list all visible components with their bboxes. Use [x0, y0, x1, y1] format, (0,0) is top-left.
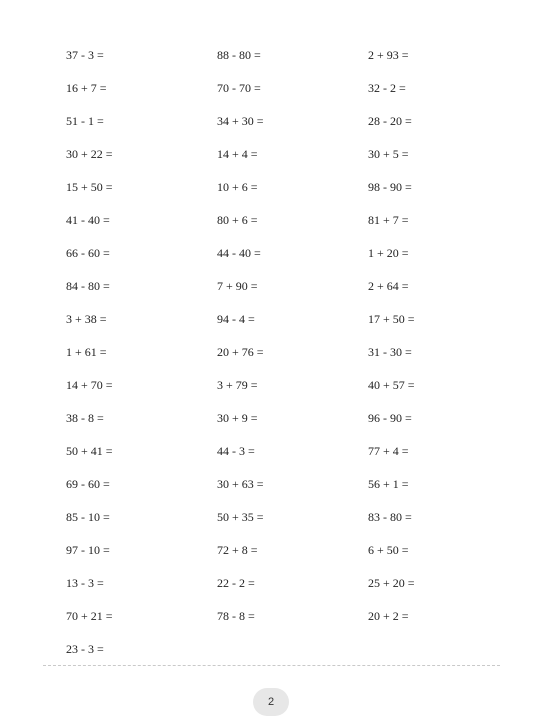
math-problem: 3 + 38 = — [66, 312, 107, 326]
math-problem: 85 - 10 = — [66, 510, 110, 524]
math-problem: 1 + 61 = — [66, 345, 107, 359]
math-problem: 41 - 40 = — [66, 213, 110, 227]
math-problem: 84 - 80 = — [66, 279, 110, 293]
math-problem: 34 + 30 = — [217, 114, 264, 128]
math-problem: 70 + 21 = — [66, 609, 113, 623]
math-problem: 17 + 50 = — [368, 312, 415, 326]
math-problem: 30 + 5 = — [368, 147, 409, 161]
math-problem: 37 - 3 = — [66, 48, 104, 62]
math-problem: 3 + 79 = — [217, 378, 258, 392]
math-problem: 13 - 3 = — [66, 576, 104, 590]
math-problem: 51 - 1 = — [66, 114, 104, 128]
math-problem: 97 - 10 = — [66, 543, 110, 557]
math-problem: 6 + 50 = — [368, 543, 409, 557]
math-problem: 78 - 8 = — [217, 609, 255, 623]
math-problem: 70 - 70 = — [217, 81, 261, 95]
math-problem: 25 + 20 = — [368, 576, 415, 590]
math-problem: 22 - 2 = — [217, 576, 255, 590]
math-problem: 44 - 3 = — [217, 444, 255, 458]
math-problem: 14 + 70 = — [66, 378, 113, 392]
math-problem: 50 + 35 = — [217, 510, 264, 524]
math-problem: 30 + 9 = — [217, 411, 258, 425]
math-problem: 88 - 80 = — [217, 48, 261, 62]
page-divider — [43, 665, 500, 666]
math-problem: 7 + 90 = — [217, 279, 258, 293]
math-problem: 69 - 60 = — [66, 477, 110, 491]
math-problem: 50 + 41 = — [66, 444, 113, 458]
math-problem: 1 + 20 = — [368, 246, 409, 260]
math-problem: 2 + 93 = — [368, 48, 409, 62]
math-problem: 80 + 6 = — [217, 213, 258, 227]
math-problem: 20 + 2 = — [368, 609, 409, 623]
math-problem: 30 + 22 = — [66, 147, 113, 161]
math-problem: 66 - 60 = — [66, 246, 110, 260]
math-problem: 30 + 63 = — [217, 477, 264, 491]
math-problem: 40 + 57 = — [368, 378, 415, 392]
math-problem: 98 - 90 = — [368, 180, 412, 194]
math-problem: 16 + 7 = — [66, 81, 107, 95]
math-problem: 15 + 50 = — [66, 180, 113, 194]
math-problem: 32 - 2 = — [368, 81, 406, 95]
math-problem: 44 - 40 = — [217, 246, 261, 260]
math-problem: 20 + 76 = — [217, 345, 264, 359]
math-problem: 14 + 4 = — [217, 147, 258, 161]
math-problem: 23 - 3 = — [66, 642, 104, 656]
math-problem: 38 - 8 = — [66, 411, 104, 425]
problem-grid — [0, 39, 540, 666]
math-problem: 31 - 30 = — [368, 345, 412, 359]
math-problem: 72 + 8 = — [217, 543, 258, 557]
math-problem: 10 + 6 = — [217, 180, 258, 194]
math-problem: 56 + 1 = — [368, 477, 409, 491]
math-problem: 77 + 4 = — [368, 444, 409, 458]
math-problem: 81 + 7 = — [368, 213, 409, 227]
math-problem: 96 - 90 = — [368, 411, 412, 425]
math-problem: 94 - 4 = — [217, 312, 255, 326]
math-problem: 28 - 20 = — [368, 114, 412, 128]
math-problem: 2 + 64 = — [368, 279, 409, 293]
math-problem: 83 - 80 = — [368, 510, 412, 524]
page-number-badge: 2 — [253, 688, 289, 716]
